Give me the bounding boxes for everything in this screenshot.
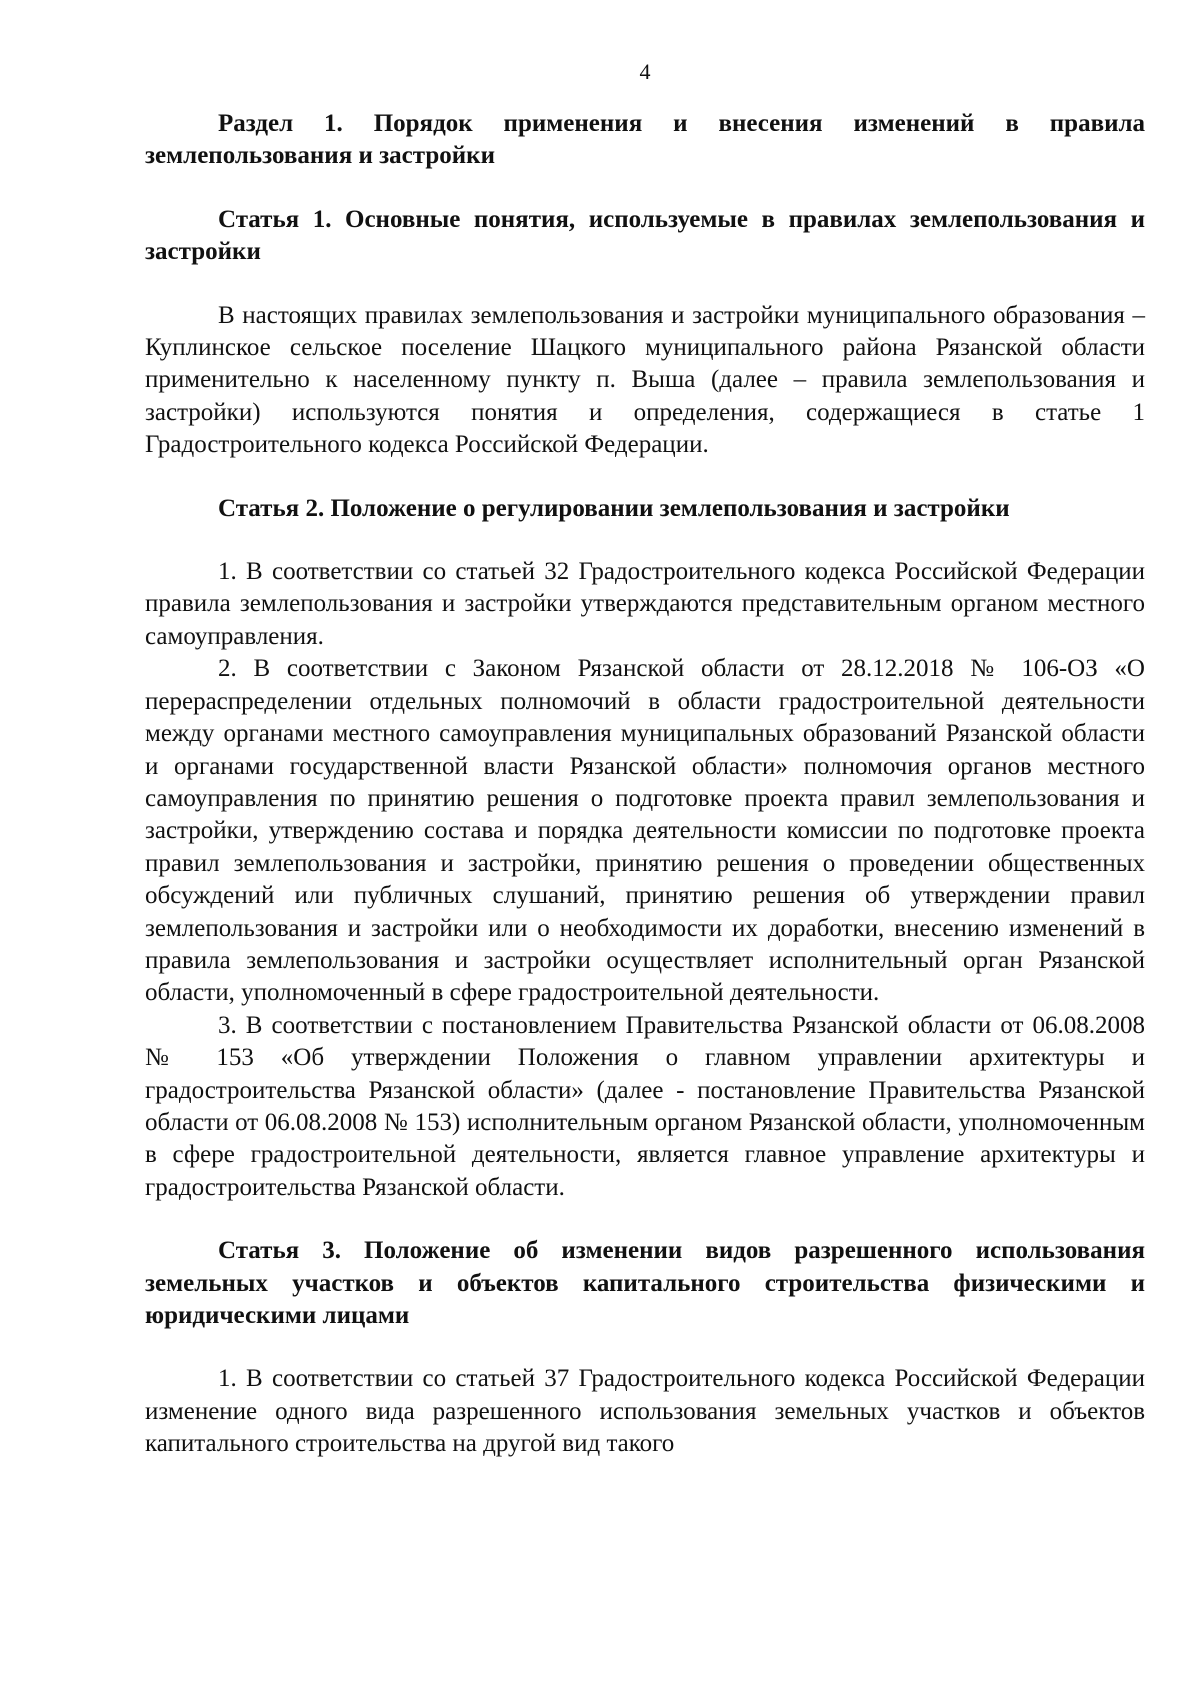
- article-2-paragraph-1: 1. В соответствии со статьей 32 Градостроительного кодекса Российской Федерации правила землепользования и застройки утверждаются представительным органом местного самоуправления.: [145, 558, 1145, 650]
- article-3-heading: Статья 3. Положение об изменении видов разрешенного использования земельных участков и объектов капитального строительства физическими и юридическими лицами: [145, 1237, 1145, 1329]
- page-content: [145, 58, 1145, 1461]
- section-1-heading: Раздел 1. Порядок применения и внесения изменений в правила землепользования и застройки: [145, 110, 1145, 170]
- article-2-heading: Статья 2. Положение о регулировании землепользования и застройки: [218, 494, 1010, 522]
- article-3-paragraph-1: 1. В соответствии со статьей 37 Градостроительного кодекса Российской Федерации изменение одного вида разрешенного использования земельных участков и объектов капитального строительства на другой вид такого: [145, 1365, 1145, 1458]
- article-1-paragraph-1: В настоящих правилах землепользования и застройки муниципального образования – Куплинское сельское поселение Шацкого муниципального района Рязанской области применительно к населенному пункту п. Выша (далее – правила землепользования и застройки) используются понятия и определения, содержащиеся в статье 1 Градостроительного кодекса Российской Федерации.: [145, 301, 1145, 459]
- article-2-paragraph-2: 2. В соответствии с Законом Рязанской области от 28.12.2018 № 106-ОЗ «О перераспределении отдельных полномочий в области градостроительной деятельности между органами местного самоуправления муниципальных образований Рязанской области и органами государственной власти Рязанской области» полномочия органов местного самоуправления по принятию решения о подготовке проекта правил землепользования и застройки, утверждению состава и порядка деятельности комиссии по подготовке проекта правил землепользования и застройки, принятию решения о проведении общественных обсуждений или публичных слушаний, принятию решения об утверждении правил землепользования и застройки или о необходимости их доработки, внесению изменений в правила землепользования и застройки осуществляет исполнительный орган Рязанской области, уполномоченный в сфере градостроительной деятельности.: [145, 655, 1145, 1007]
- article-1-heading: Статья 1. Основные понятия, используемые в правилах землепользования и застройки: [145, 205, 1145, 266]
- article-2-paragraph-3: 3. В соответствии с постановлением Правительства Рязанской области от 06.08.2008 № 153 «Об утверждении Положения о главном управлении архитектуры и градостроительства Рязанской области» (далее - постановление Правительства Рязанской области от 06.08.2008 № 153) исполнительным органом Рязанской области, уполномоченным в сфере градостроительной деятельности, является главное управление архитектуры и градостроительства Рязанской области.: [145, 1011, 1145, 1201]
- page-number: 4: [639, 59, 651, 84]
